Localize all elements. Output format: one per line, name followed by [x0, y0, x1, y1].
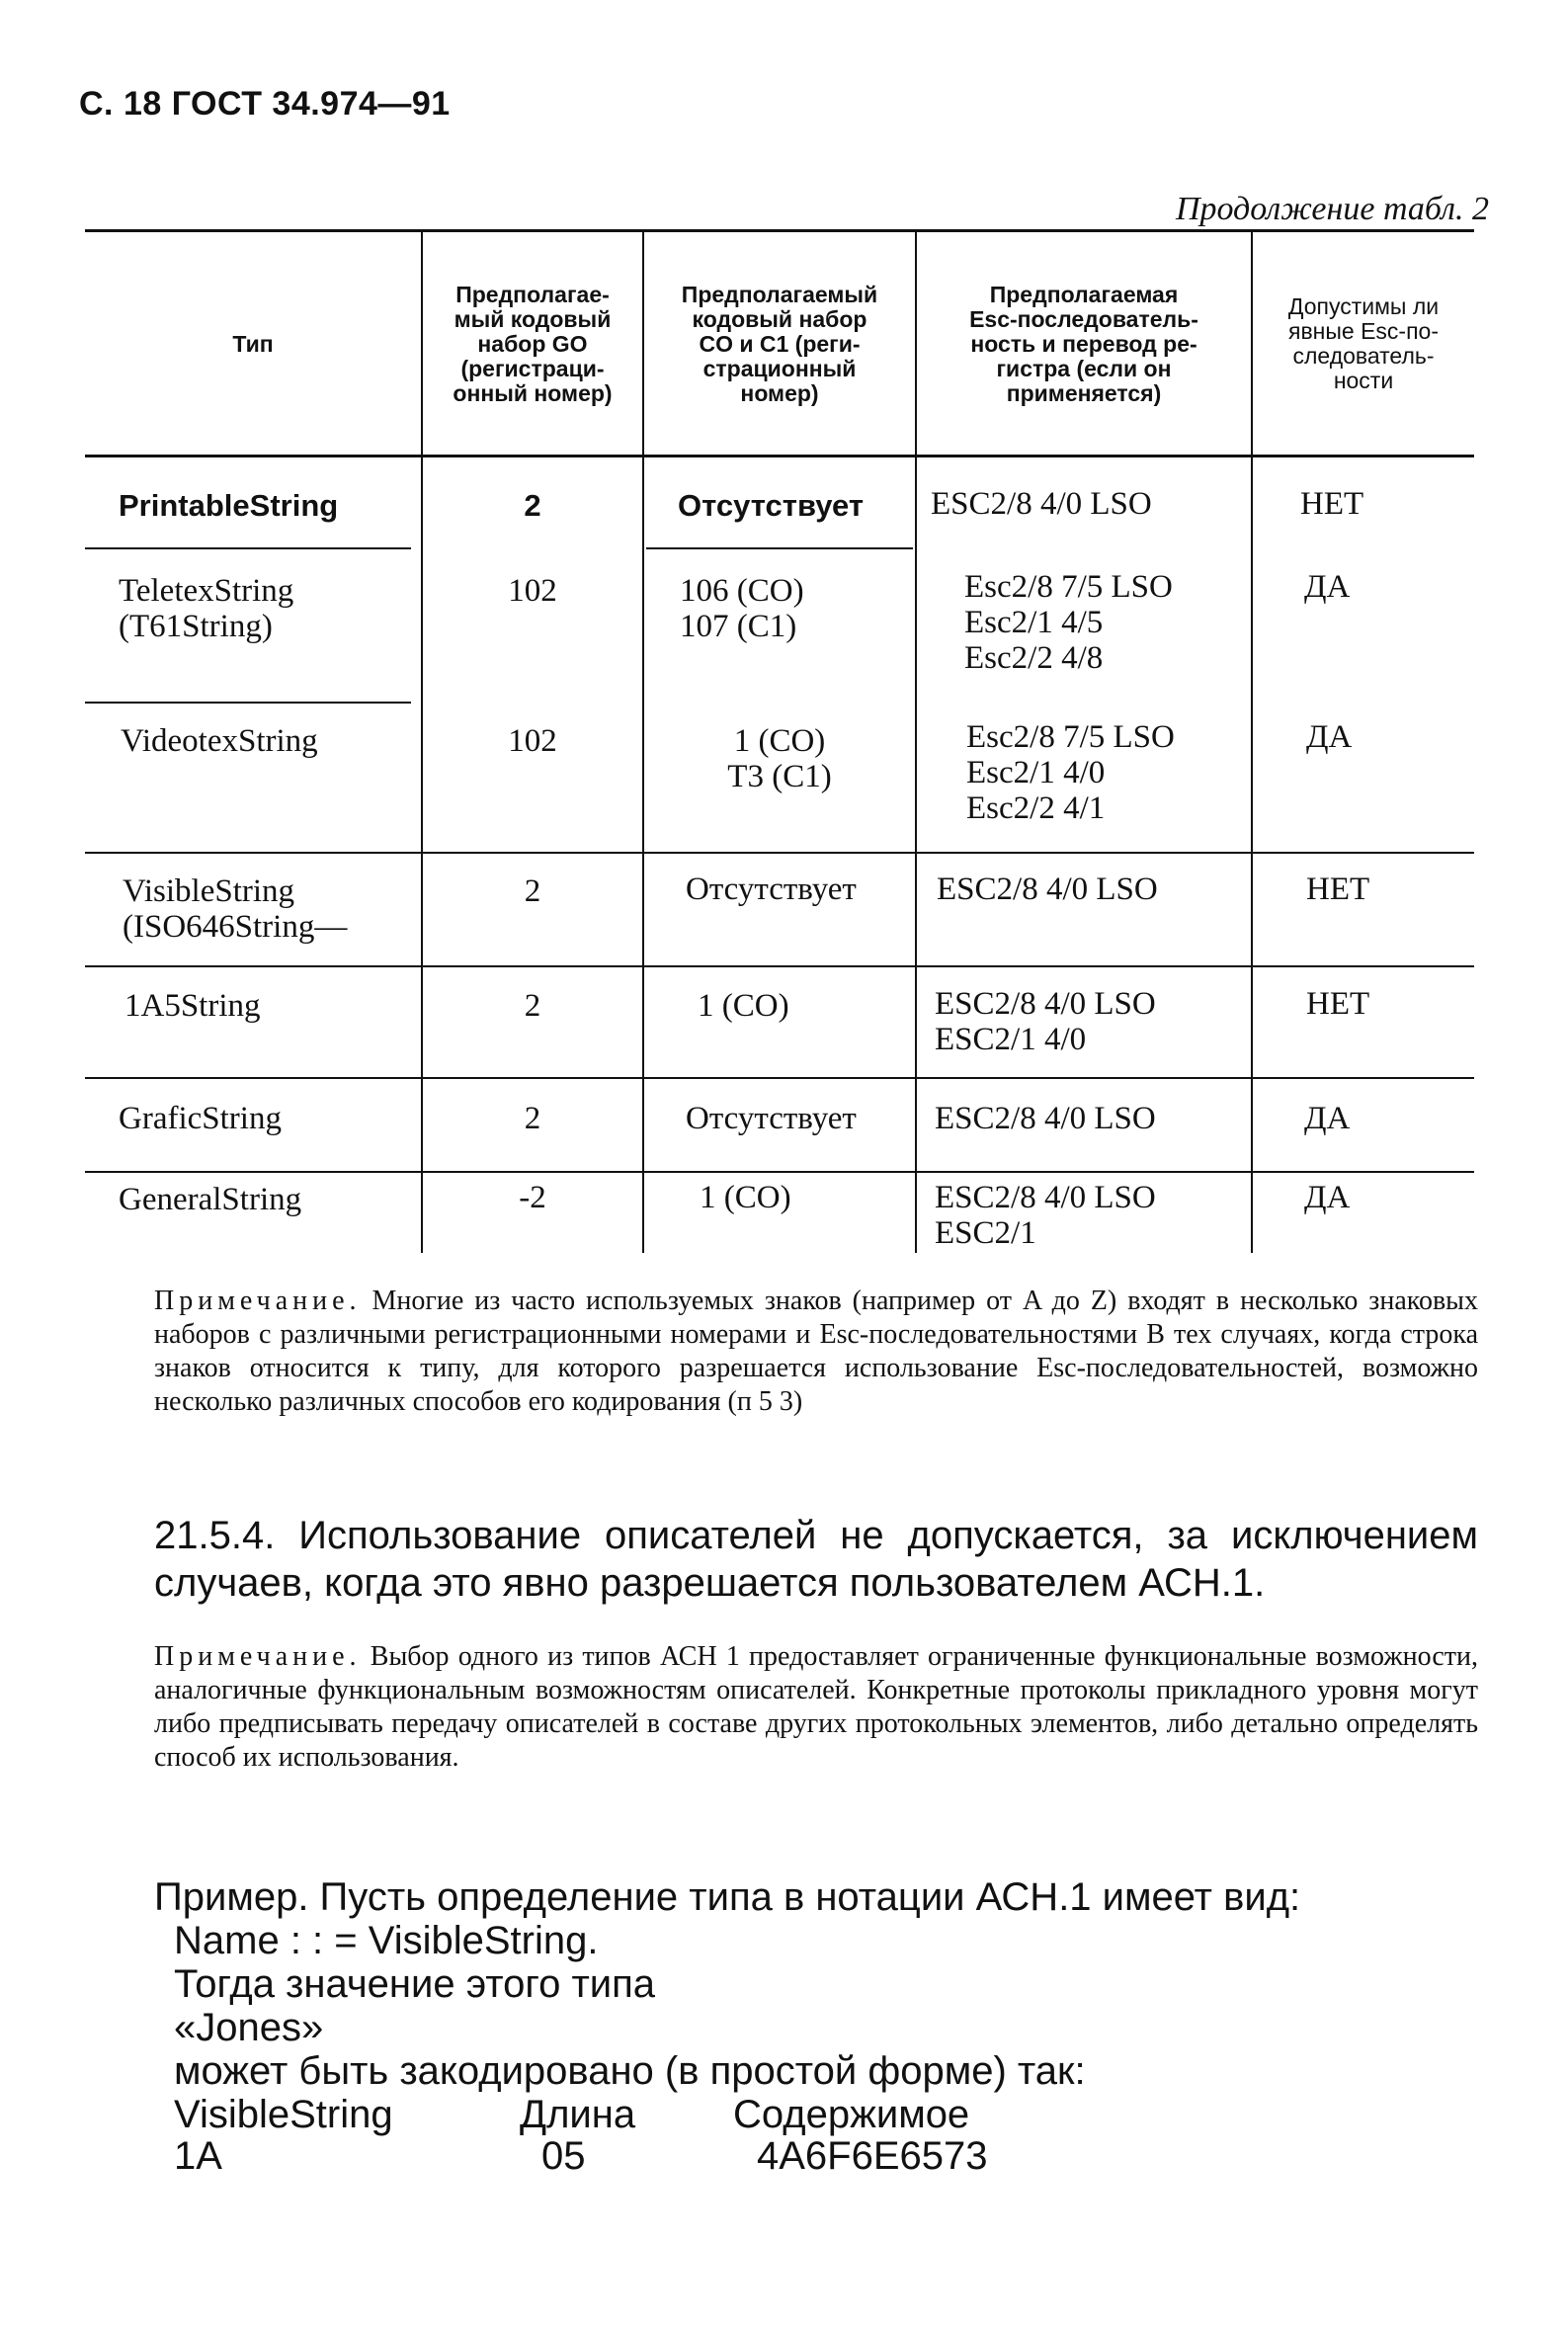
row-rule: [85, 1171, 1474, 1173]
descriptor-note: [154, 1640, 1478, 1775]
cell-c0c1: 1 (CO) T3 (C1): [727, 723, 832, 794]
cell-allowed: ДА: [1304, 569, 1351, 605]
column-header-c0c1: Предполагаемый кодовый набор CO и C1 (реги- страционный номер): [681, 281, 878, 406]
cell-g0: 102: [508, 723, 557, 759]
encoding-value-contents: 4A6F6E6573: [757, 2134, 988, 2178]
row-rule: [85, 965, 1474, 967]
cell-esc: ESC2/8 4/0 LSO ESC2/1 4/0: [935, 986, 1156, 1057]
header-bottom-rule: [85, 455, 1474, 457]
column-header-g0: Предполагае- мый кодовый набор GO (регистраци- онный номер): [453, 281, 613, 406]
cell-esc: Esc2/8 7/5 LSO Esc2/1 4/5 Esc2/2 4/8: [964, 569, 1173, 676]
cell-type: PrintableString: [119, 488, 339, 523]
cell-g0: 2: [524, 988, 541, 1024]
cell-g0: 2: [524, 1101, 541, 1136]
encoding-table: [85, 229, 1474, 1253]
cell-g0: 2: [524, 873, 541, 909]
cell-esc: ESC2/8 4/0 LSO: [931, 486, 1152, 522]
cell-allowed: ДА: [1304, 1101, 1351, 1136]
example-then: Тогда значение этого типа: [174, 1962, 656, 2006]
cell-c0c1: 1 (CO): [698, 988, 789, 1024]
cell-esc: ESC2/8 4/0 LSO: [937, 872, 1158, 907]
example-block: [154, 1875, 1478, 2178]
row-rule: [85, 852, 1474, 854]
table-note: [154, 1285, 1478, 1419]
cell-c0c1: 106 (CO) 107 (C1): [680, 573, 804, 644]
encoding-header-length: Длина: [520, 2093, 636, 2136]
cell-c0c1: 1 (CO): [700, 1180, 791, 1215]
page-header: С. 18 ГОСТ 34.974—91: [79, 85, 451, 123]
example-value: «Jones»: [174, 2006, 324, 2049]
cell-type: VisibleString (ISO646String—: [123, 873, 348, 945]
cell-allowed: НЕТ: [1306, 986, 1370, 1022]
encoding-header-type: VisibleString: [174, 2093, 393, 2136]
row-rule: [85, 1077, 1474, 1079]
cell-type: 1A5String: [124, 988, 261, 1024]
cell-c0c1: Отсутствует: [686, 872, 857, 907]
cell-esc: ESC2/8 4/0 LSO: [935, 1101, 1156, 1136]
table-continuation-label: Продолжение табл. 2: [1175, 191, 1489, 227]
cell-esc: Esc2/8 7/5 LSO Esc2/1 4/0 Esc2/2 4/1: [966, 719, 1175, 826]
cell-type: VideotexString: [121, 723, 318, 759]
column-header-allowed: Допустимы ли явные Esc-по- следователь- ности: [1287, 293, 1440, 393]
encoding-value-length: 05: [541, 2134, 586, 2178]
cell-allowed: НЕТ: [1306, 872, 1370, 907]
encoding-value-type: 1A: [174, 2134, 222, 2178]
cell-allowed: ДА: [1306, 719, 1353, 755]
row-rule: [646, 547, 913, 549]
clause-21-5-4: 21.5.4. Использование описателей не допускается, за исключением случаев, когда это явно разрешается пользователем АСН.1.: [154, 1514, 1478, 1605]
note-text: Многие из часто используемых знаков (например от A до Z) входят в несколько знаковых наборов с различными регистрационными номерами и Esc-последовательностями В тех случаях, когда строка знаков относится к типу, для которого разрешается использование Esc-последовательностей, возможно несколько различных способов его кодирования (п 5 3): [154, 1286, 1478, 1417]
cell-type: TeletexString (T61String): [119, 573, 294, 644]
cell-type: GraficString: [119, 1101, 282, 1136]
cell-allowed: НЕТ: [1300, 486, 1364, 522]
cell-c0c1: Отсутствует: [686, 1101, 857, 1136]
cell-g0: -2: [519, 1180, 546, 1215]
note-text: Выбор одного из типов АСН 1 предоставляет ограниченные функциональные возможности, аналогичные функциональным возможностям описателей. Конкретные протоколы прикладного уровня могут либо предписывать передачу описателей в составе других протокольных элементов, либо детально определять способ их использования.: [154, 1641, 1479, 1773]
cell-g0: 2: [524, 488, 541, 523]
column-header-type: Тип: [232, 330, 274, 357]
column-header-esc: Предполагаемая Esc-последователь- ность и перевод ре- гистра (если он применяется): [969, 281, 1198, 406]
note-label: Примечание.: [154, 1286, 362, 1316]
cell-g0: 102: [508, 573, 557, 609]
example-intro: Пример. Пусть определение типа в нотации АСН.1 имеет вид:: [154, 1875, 1301, 1919]
row-rule: [85, 547, 411, 549]
example-encoded: может быть закодировано (в простой форме) так:: [174, 2049, 1086, 2093]
cell-allowed: ДА: [1304, 1180, 1351, 1215]
example-definition: Name : : = VisibleString.: [174, 1919, 599, 1962]
encoding-header-contents: Содержимое: [733, 2093, 970, 2136]
cell-type: GeneralString: [119, 1182, 302, 1217]
table-top-rule: [85, 229, 1474, 232]
note-label: Примечание.: [154, 1641, 362, 1672]
row-rule: [85, 702, 411, 704]
cell-esc: ESC2/8 4/0 LSO ESC2/1: [935, 1180, 1156, 1251]
cell-c0c1: Отсутствует: [678, 488, 865, 523]
